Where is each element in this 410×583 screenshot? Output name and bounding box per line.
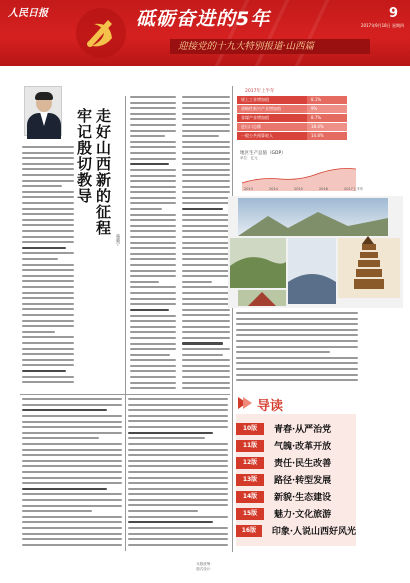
text-line [22,353,74,355]
text-line [22,376,74,378]
text-line [182,309,230,311]
text-line [128,460,228,462]
text-line [22,314,74,316]
text-line [236,329,358,331]
text-line [182,219,230,221]
text-line [182,236,230,238]
text-line [22,292,74,294]
text-line [182,135,219,137]
guide-page-badge: 12版 [236,457,264,469]
text-line [22,163,74,165]
text-line [130,315,176,317]
guide-item[interactable] [236,490,356,503]
text-line [182,326,230,328]
headline-line-2: 走好山西新的征程 [94,108,112,236]
banner-subtitle: 迎接党的十九大特别报道·山西篇 [170,39,370,54]
text-line [22,499,122,501]
text-line [182,141,230,143]
stats-table [237,88,353,146]
text-line [22,359,74,361]
gdp-category-label: 2015 [294,187,303,191]
gdp-category-label: 2014 [269,187,278,191]
text-line [182,354,223,356]
text-line [236,346,358,348]
text-line [22,404,122,406]
text-line [22,152,74,154]
table-row [237,114,353,122]
text-line [182,303,230,305]
text-line [22,258,58,260]
text-line [182,382,230,384]
text-line [182,152,230,154]
text-line [130,326,176,328]
text-line [130,370,176,372]
table-row-value: 14.8% [307,132,347,140]
text-line [128,493,228,495]
text-line [182,202,230,204]
text-line [22,398,122,400]
text-line [130,337,176,339]
text-line [130,186,176,188]
text-line [130,169,176,171]
text-line [236,362,358,364]
gdp-chart [240,150,364,194]
text-line [182,253,230,255]
table-row-label: 一般公共预算收入 [237,132,307,140]
guide-box [236,414,356,546]
text-line [130,214,176,216]
guide-item[interactable] [236,422,356,435]
text-line [128,516,228,518]
article-column-2 [130,96,176,394]
table-row-label: 非煤产业增加值 [237,114,307,122]
text-line [130,141,176,143]
author-portrait [24,86,62,136]
text-line [130,258,176,260]
text-line [130,387,176,389]
table-row-value: 8.1% [307,96,347,104]
text-line [130,225,176,227]
text-line [130,320,176,322]
text-line [128,544,228,546]
text-line [182,365,230,367]
text-line [130,348,176,350]
guide-item[interactable] [236,439,356,452]
text-line [22,174,74,176]
text-line [128,398,228,400]
text-line [22,247,66,249]
text-line [128,420,228,422]
text-line [128,449,228,451]
table-row-label: 进出口总额 [237,123,307,131]
text-line [22,280,74,282]
section-divider [20,394,230,395]
text-line [182,258,230,260]
text-line [128,415,228,417]
text-line [182,264,230,266]
text-line [22,196,74,198]
text-line [22,269,74,271]
gdp-category-label: 2013 [244,187,253,191]
article-column-1 [22,146,74,390]
text-line [128,454,228,456]
text-line [22,185,62,187]
table-row [237,96,353,104]
text-line [182,174,230,176]
text-line [130,175,176,177]
portrait-hair [35,92,53,100]
text-line [22,516,122,518]
headline-line-1: 牢记殷切教导 [75,108,93,204]
text-line [22,544,122,546]
table-row-label: 规上工业增加值 [237,96,307,104]
guide-item[interactable] [236,456,356,469]
text-line [128,426,228,428]
table-row-value: 9% [307,105,347,113]
text-line [22,364,74,366]
text-line [130,286,176,288]
guide-item-label: 青春·从严治党 [274,425,332,435]
text-line [182,180,230,182]
text-line [130,359,176,361]
text-line [130,113,176,115]
text-line [182,214,230,216]
text-line [130,354,170,356]
text-line [182,146,230,148]
text-line [22,454,122,456]
text-line [22,460,122,462]
guide-page-badge: 13版 [236,474,264,486]
text-line [130,96,176,98]
text-line [22,426,122,428]
text-line [128,521,213,523]
text-line [236,351,330,353]
text-line [182,331,230,333]
text-line [182,169,230,171]
text-line [128,437,205,439]
text-line [128,510,198,512]
text-line [130,158,176,160]
guide-item[interactable] [236,507,356,520]
text-line [128,482,228,484]
text-line [130,253,176,255]
text-line [22,191,74,193]
text-line [128,404,228,406]
party-emblem-icon [74,6,128,60]
text-line [130,102,176,104]
guide-page-badge: 16版 [236,525,262,537]
banner-title: 砥砺奋进的5年 [136,8,271,30]
text-line [130,163,169,165]
text-line [22,308,74,310]
text-line [22,432,122,434]
guide-page-badge: 11版 [236,440,264,452]
stats-table-title: 2017年上半年 [245,89,275,94]
text-line [130,292,176,294]
gdp-category-label: 2017上半年 [344,187,364,191]
text-line [182,314,230,316]
text-line [182,186,230,188]
text-line [22,449,122,451]
text-line [22,381,74,383]
text-line [182,370,230,372]
banner-stripe [295,0,330,66]
guide-arrow-icon [238,397,252,409]
text-line [182,118,230,120]
text-line [130,107,176,109]
column-divider [232,86,233,552]
text-line [22,488,107,490]
text-line [130,118,176,120]
guide-item-label: 魅力·文化旅游 [274,510,332,520]
text-line [130,219,176,221]
page-date: 2017年9月18日 星期四 [360,23,404,28]
text-line [130,236,176,238]
text-line [182,124,230,126]
text-line [130,309,169,311]
text-line [22,477,122,479]
table-row-value: 18.4% [307,123,347,131]
text-line [236,374,358,376]
text-line [22,219,74,221]
text-line [236,340,358,342]
text-line [182,247,230,249]
text-line [130,298,176,300]
text-line [182,208,223,210]
text-line [182,348,230,350]
text-line [22,538,122,540]
text-line [182,96,230,98]
text-line [22,342,74,344]
page-number: 9 [388,6,398,21]
text-line [128,409,228,411]
text-line [22,482,122,484]
text-line [22,202,74,204]
text-line [22,297,74,299]
text-line [22,230,74,232]
text-line [128,538,228,540]
text-line [22,415,122,417]
text-line [22,443,122,445]
guide-item-label: 印象·人说山西好风光 [271,527,356,537]
byline: 骆惠宁 [116,234,121,246]
landmark-photo-collage [228,196,403,308]
guide-item-label: 新貌·生态建设 [274,493,332,503]
text-line [182,107,230,109]
text-line [182,230,230,232]
text-line [130,180,176,182]
text-line [22,331,55,333]
text-line [130,275,176,277]
text-line [182,298,230,300]
article-column-5 [128,398,228,553]
text-line [182,191,230,193]
text-line [22,252,74,254]
text-line [182,242,230,244]
text-line [130,197,176,199]
text-line [130,130,176,132]
text-line [128,477,228,479]
text-line [130,202,176,204]
text-line [128,471,228,473]
text-line [22,471,122,473]
text-line [22,264,74,266]
text-line [130,343,176,345]
text-line [130,152,176,154]
column-divider [125,96,126,551]
text-line [130,124,176,126]
guide-item[interactable] [236,473,356,486]
gdp-category-label: 2016 [319,187,328,191]
text-line [22,146,74,148]
guide-title: 导读 [257,399,284,414]
text-line [128,527,228,529]
text-line [22,533,122,535]
gdp-chart-title: 地区生产总值（GDP） [240,151,286,156]
text-line [130,303,176,305]
text-line [182,130,230,132]
text-line [130,331,176,333]
text-line [182,163,230,165]
text-line [130,376,176,378]
text-line [128,504,228,506]
text-line [182,337,230,339]
text-line [182,359,230,361]
table-row [237,123,353,131]
text-line [130,247,176,249]
text-line [130,191,176,193]
header-banner [0,0,410,66]
text-line [182,158,230,160]
guide-page-badge: 10版 [236,423,264,435]
table-row-label: 战略性新兴产业增加值 [237,105,307,113]
text-line [236,379,358,381]
text-line [22,527,122,529]
article-column-6 [236,312,358,390]
text-line [130,135,165,137]
text-line [182,113,230,115]
text-line [22,168,74,170]
text-line [182,320,230,322]
text-line [22,236,74,238]
text-line [130,270,176,272]
text-line [130,264,176,266]
text-line [22,320,74,322]
text-line [182,387,230,389]
text-line [22,409,107,411]
credits-line: 版式设计： [196,567,214,571]
text-line [22,521,122,523]
text-line [182,281,212,283]
text-line [182,102,230,104]
text-line [22,241,74,243]
text-line [22,465,122,467]
text-line [128,432,213,434]
text-line [130,365,176,367]
text-line [130,242,176,244]
text-line [22,348,74,350]
text-line [22,510,92,512]
gdp-chart-graphic [240,163,364,193]
text-line [22,180,74,182]
text-line [236,368,358,370]
text-line [22,286,74,288]
text-line [182,286,230,288]
guide-item-label: 责任·民生改善 [274,459,332,469]
text-line [22,303,74,305]
guide-page-badge: 15版 [236,508,264,520]
credits-footer [0,562,410,572]
table-row-value: 8.7% [307,114,347,122]
text-line [22,336,74,338]
text-line [182,342,223,344]
text-line [236,318,358,320]
guide-page-badge: 14版 [236,491,264,503]
text-line [22,437,99,439]
text-line [128,499,228,501]
text-line [236,323,358,325]
text-line [22,493,122,495]
text-line [182,197,230,199]
text-line [236,334,358,336]
table-row [237,105,353,113]
text-line [236,357,358,359]
text-line [130,281,159,283]
text-line [22,421,122,423]
text-line [22,213,74,215]
credits-line: 本版统筹： [196,562,214,566]
article-column-3 [182,96,230,394]
text-line [182,275,230,277]
guide-item-label: 气魄·改革开放 [274,442,332,452]
text-line [22,208,74,210]
text-line [182,270,230,272]
text-line [182,376,230,378]
text-line [128,488,228,490]
text-line [130,208,162,210]
text-line [22,325,74,327]
text-line [22,275,74,277]
text-line [182,292,230,294]
text-line [128,443,228,445]
gdp-chart-subtitle: 单位：亿元 [240,156,258,160]
text-line [182,225,230,227]
text-line [130,230,176,232]
text-line [22,157,74,159]
masthead-logo: 人民日报 [8,8,48,19]
guide-item-label: 路径·转型发展 [274,476,332,486]
text-line [22,224,74,226]
text-line [130,146,176,148]
guide-item[interactable] [236,524,356,537]
text-line [236,312,358,314]
text-line [22,370,66,372]
text-line [128,533,228,535]
article-column-4 [22,398,122,553]
table-row [237,132,353,140]
text-line [22,505,122,507]
text-line [128,465,228,467]
text-line [130,382,176,384]
